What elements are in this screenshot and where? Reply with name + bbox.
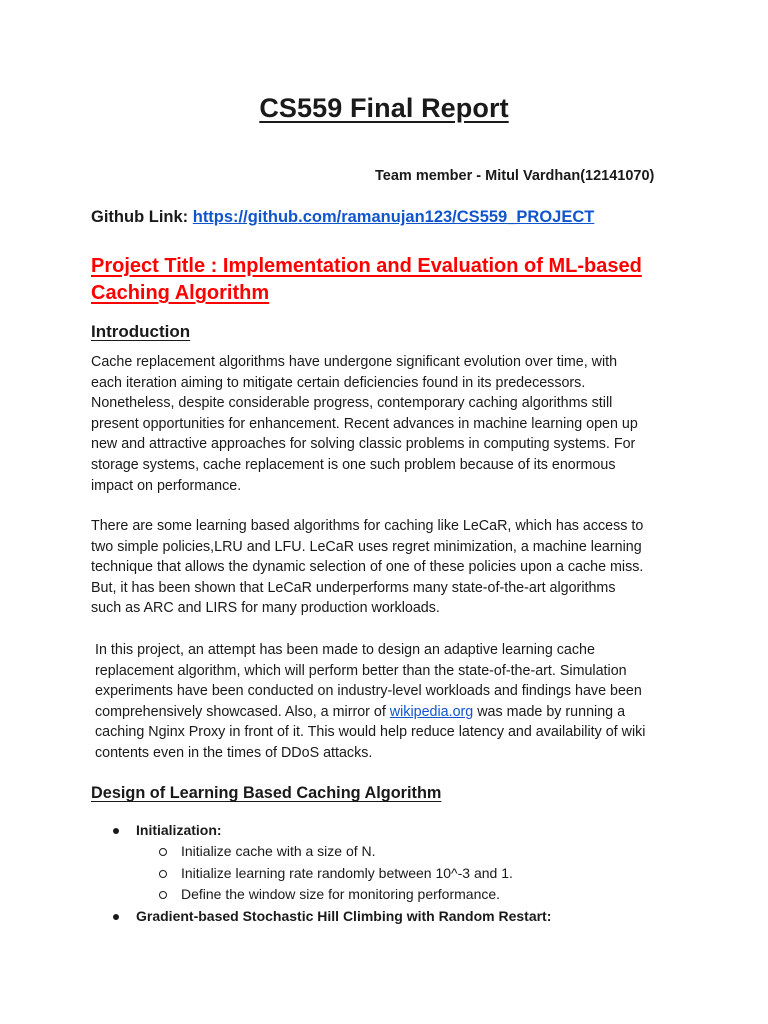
intro-paragraph-1 xyxy=(91,352,691,496)
team-member: Team member - Mitul Vardhan(12141070) xyxy=(375,168,655,184)
project-title xyxy=(91,253,691,307)
paragraph-line: caching Nginx Proxy in front of it. This would help reduce latency and availability of wiki xyxy=(95,724,646,741)
paragraph-line: Nonetheless, despite considerable progress, contemporary caching algorithms still xyxy=(91,395,613,412)
github-label: Github Link: xyxy=(91,208,193,226)
paragraph-line: contents even in the times of DDoS attacks. xyxy=(95,744,373,761)
sub-list-item xyxy=(0,865,768,887)
paragraph-line: impact on performance. xyxy=(91,477,242,494)
sub-list-item-label: Initialize learning rate randomly between 10^-3 and 1. xyxy=(181,864,513,881)
bullet-icon xyxy=(113,828,119,834)
github-link[interactable]: https://github.com/ramanujan123/CS559_PROJECT xyxy=(192,208,595,226)
design-list xyxy=(0,822,768,929)
paragraph-line: new and attractive approaches for solving classic problems in computing systems. For xyxy=(91,436,636,453)
hollow-bullet-icon xyxy=(159,891,167,899)
paragraph-line: There are some learning based algorithms for caching like LeCaR, which has access to xyxy=(91,518,644,534)
paragraph-line: storage systems, cache replacement is one such problem because of its enormous xyxy=(91,456,616,473)
paragraph-line: experiments have been conducted on industry-level workloads and findings have been xyxy=(95,683,642,700)
hollow-bullet-icon xyxy=(159,848,167,856)
wikipedia-link[interactable]: wikipedia.org xyxy=(389,703,474,720)
sub-list-item xyxy=(0,886,768,908)
github-line xyxy=(91,208,594,227)
paragraph-line: In this project, an attempt has been made to design an adaptive learning cache xyxy=(95,642,595,658)
list-item xyxy=(0,908,768,929)
project-title-line1: Project Title : Implementation and Evaluation of ML-based xyxy=(91,255,642,277)
sub-list-item-label: Initialize cache with a size of N. xyxy=(181,843,376,859)
paragraph-line: technique that allows the dynamic selection of one of these policies upon a cache miss. xyxy=(91,559,644,576)
intro-paragraph-2 xyxy=(91,516,691,619)
paragraph-line xyxy=(95,702,695,723)
paragraph-line: such as ARC and LIRS for many production workloads. xyxy=(91,600,440,617)
design-heading: Design of Learning Based Caching Algorithm xyxy=(91,784,442,802)
list-item xyxy=(0,822,768,843)
paragraph-line: two simple policies,LRU and LFU. LeCaR uses regret minimization, a machine learning xyxy=(91,538,642,555)
paragraph-line: Cache replacement algorithms have undergone significant evolution over time, with xyxy=(91,354,618,370)
paragraph-line: replacement algorithm, which will perform better than the state-of-the-art. Simulation xyxy=(95,662,627,679)
paragraph-text: comprehensively showcased. Also, a mirror of xyxy=(95,703,390,720)
paragraph-line: each iteration aiming to mitigate certain deficiencies found in its predecessors. xyxy=(91,374,586,391)
page-title: CS559 Final Report xyxy=(259,93,509,123)
sub-list-item xyxy=(0,843,768,865)
list-item-label: Initialization: xyxy=(136,822,222,838)
list-item-label: Gradient-based Stochastic Hill Climbing with Random Restart: xyxy=(136,907,552,924)
sub-list-item-label: Define the window size for monitoring performance. xyxy=(181,886,501,902)
project-title-line2: Caching Algorithm xyxy=(91,282,270,304)
paragraph-text: was made by running a xyxy=(473,703,626,720)
paragraph-line: present opportunities for enhancement. Recent advances in machine learning open up xyxy=(91,415,638,432)
introduction-heading: Introduction xyxy=(91,322,191,341)
intro-paragraph-3 xyxy=(95,640,695,764)
hollow-bullet-icon xyxy=(159,870,167,878)
paragraph-line: But, it has been shown that LeCaR underperforms many state-of-the-art algorithms xyxy=(91,579,616,596)
bullet-icon xyxy=(113,914,119,920)
